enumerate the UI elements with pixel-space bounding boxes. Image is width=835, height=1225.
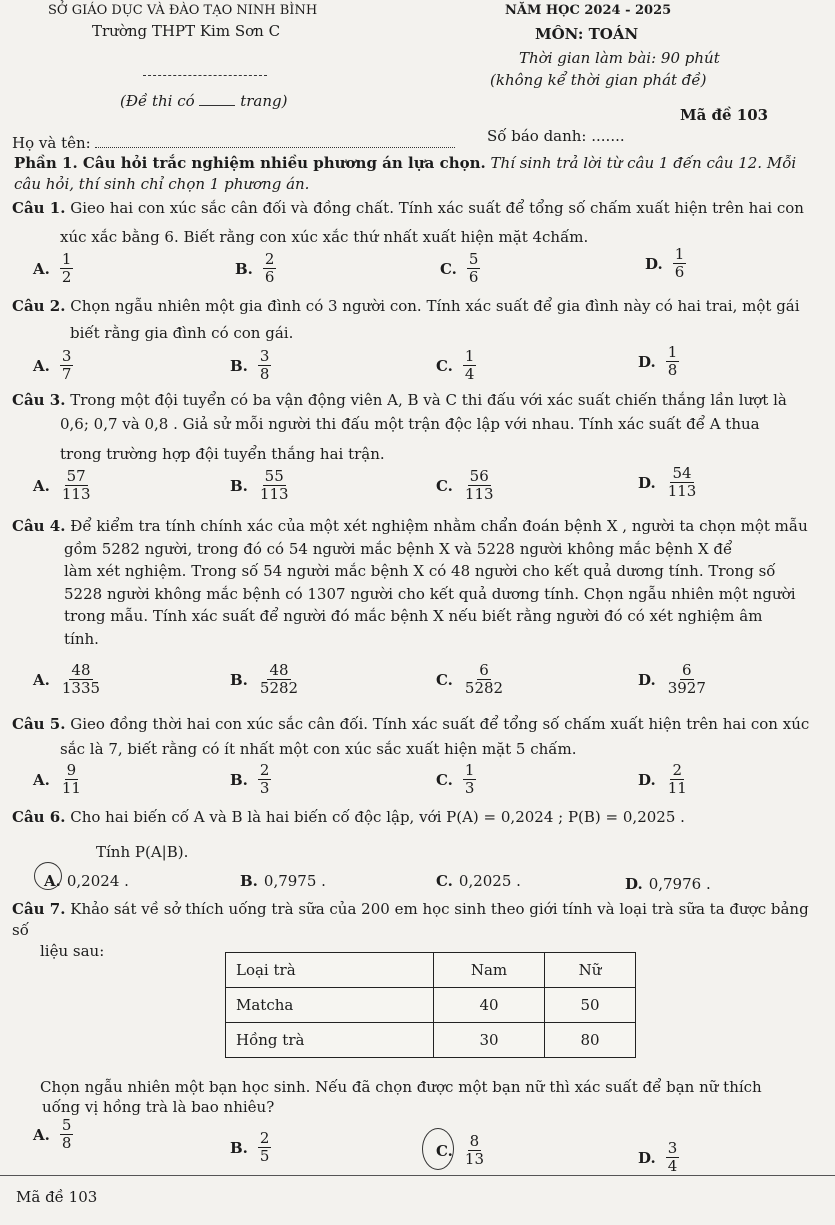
subject: MÔN: TOÁN bbox=[535, 25, 639, 43]
q4-line4: 5228 người không mắc bệnh có 1307 người cho kết quả dương tính. Chọn ngẫu nhiên một người bbox=[64, 584, 796, 603]
q2-option-c[interactable] bbox=[436, 348, 476, 383]
q1-option-a[interactable] bbox=[33, 251, 73, 286]
q7-option-b[interactable] bbox=[230, 1130, 271, 1165]
option-label: C. bbox=[436, 1141, 453, 1160]
fraction bbox=[463, 348, 477, 383]
q7-option-d[interactable] bbox=[638, 1140, 679, 1175]
part1-title: Phần 1. Câu hỏi trắc nghiệm nhiều phương án lựa chọn. bbox=[14, 154, 486, 172]
q7-option-c[interactable] bbox=[436, 1133, 486, 1168]
denominator: 113 bbox=[259, 485, 289, 503]
numerator: 3 bbox=[259, 347, 270, 365]
fraction bbox=[258, 662, 300, 697]
name-blank bbox=[95, 147, 455, 148]
option-label: B. bbox=[235, 259, 253, 278]
question-5 bbox=[12, 714, 812, 760]
denominator: 3 bbox=[464, 779, 475, 797]
q2-option-a[interactable] bbox=[33, 348, 73, 383]
numerator: 1 bbox=[61, 250, 72, 268]
q4-label: Câu 4. bbox=[12, 517, 66, 535]
q2-line1: Chọn ngẫu nhiên một gia đình có 3 người con. Tính xác suất để gia đình này có hai trai, một gái bbox=[70, 297, 800, 315]
numerator: 3 bbox=[61, 347, 72, 365]
q7-line2: liệu sau: bbox=[40, 942, 105, 960]
fraction bbox=[60, 762, 83, 797]
question-4 bbox=[12, 515, 812, 650]
numerator: 2 bbox=[264, 250, 275, 268]
numerator: 48 bbox=[71, 661, 91, 679]
option-label: D. bbox=[625, 875, 643, 893]
q3-option-d[interactable] bbox=[638, 465, 698, 500]
option-value: 0,7975 . bbox=[263, 872, 326, 890]
denominator: 4 bbox=[667, 1157, 678, 1175]
fraction bbox=[673, 246, 687, 281]
fraction bbox=[463, 762, 477, 797]
q6-option-d[interactable] bbox=[625, 875, 711, 893]
table-cell: Hồng trà bbox=[226, 1023, 434, 1058]
option-label: A. bbox=[33, 770, 50, 789]
name-field bbox=[12, 134, 455, 152]
q1-line1: Gieo hai con xúc sắc cân đối và đồng chất. Tính xác suất để tổng số chấm xuất hiện trên hai con bbox=[70, 199, 804, 217]
question-2 bbox=[12, 296, 812, 344]
q7-line1: Khảo sát về sở thích uống trà sữa của 200 em học sinh theo giới tính và loại trà sữa ta được bảng số bbox=[12, 900, 809, 939]
option-label: B. bbox=[230, 670, 248, 689]
option-label: C. bbox=[436, 356, 453, 375]
option-label: A. bbox=[33, 259, 50, 278]
school-year: NĂM HỌC 2024 - 2025 bbox=[505, 3, 672, 18]
option-label: A. bbox=[33, 670, 50, 689]
denominator: 8 bbox=[259, 365, 270, 383]
q3-option-b[interactable] bbox=[230, 468, 291, 503]
q4-line5: trong mẫu. Tính xác suất để người đó mắc bệnh X nếu biết rằng người đó có xét nghiệm âm bbox=[64, 607, 763, 625]
q2-option-d[interactable] bbox=[638, 344, 679, 379]
q6-label: Câu 6. bbox=[12, 808, 66, 826]
numerator: 1 bbox=[464, 347, 475, 365]
fraction bbox=[666, 762, 689, 797]
q3-option-c[interactable] bbox=[436, 468, 496, 503]
denominator: 5 bbox=[259, 1147, 270, 1165]
table-header-row bbox=[226, 953, 636, 988]
fraction bbox=[60, 468, 93, 503]
q6-line2: Tính P(A|B). bbox=[96, 843, 189, 861]
q4-line2: gồm 5282 người, trong đó có 54 người mắc bệnh X và 5228 người không mắc bệnh X để bbox=[64, 539, 733, 558]
numerator: 1 bbox=[464, 761, 475, 779]
option-label: C. bbox=[436, 770, 453, 789]
q7-line4: uống vị hồng trà là bao nhiêu? bbox=[42, 1098, 275, 1116]
table-header-cell: Loại trà bbox=[226, 953, 434, 988]
option-label: A. bbox=[44, 872, 61, 890]
q6-option-a[interactable] bbox=[44, 872, 129, 890]
question-3 bbox=[12, 388, 812, 466]
numerator: 2 bbox=[672, 761, 683, 779]
fraction bbox=[263, 251, 277, 286]
q4-option-b[interactable] bbox=[230, 662, 300, 697]
q3-line2: 0,6; 0,7 và 0,8 . Giả sử mỗi người thi đấu một trận độc lập với nhau. Tính xác suất để A thua bbox=[60, 415, 760, 433]
numerator: 8 bbox=[469, 1132, 480, 1150]
part1-heading bbox=[14, 153, 814, 195]
denominator: 8 bbox=[667, 361, 678, 379]
fraction bbox=[463, 1133, 486, 1168]
time-note: (không kể thời gian phát đề) bbox=[490, 71, 707, 89]
q2-label: Câu 2. bbox=[12, 297, 66, 315]
denominator: 6 bbox=[264, 268, 275, 286]
milk-tea-table bbox=[225, 952, 636, 1058]
fraction bbox=[60, 662, 102, 697]
denominator: 6 bbox=[468, 268, 479, 286]
q5-line2: sắc là 7, biết rằng có ít nhất một con xúc sắc xuất hiện mặt 5 chấm. bbox=[60, 740, 577, 758]
header-divider bbox=[143, 75, 267, 76]
fraction bbox=[463, 468, 496, 503]
denominator: 5282 bbox=[259, 679, 299, 697]
table-cell: 40 bbox=[434, 988, 545, 1023]
option-label: D. bbox=[638, 1148, 656, 1167]
part1-instruction: Thí sinh trả lời từ câu 1 đến câu 12. Mỗi câu hỏi, thí sinh chỉ chọn 1 phương án. bbox=[14, 154, 797, 193]
denominator: 8 bbox=[61, 1134, 72, 1152]
department-name: SỞ GIÁO DỤC VÀ ĐÀO TẠO NINH BÌNH bbox=[48, 3, 318, 18]
option-label: A. bbox=[33, 356, 50, 375]
fraction bbox=[60, 1117, 74, 1152]
question-6 bbox=[12, 807, 812, 863]
option-label: C. bbox=[436, 872, 453, 890]
footer-divider bbox=[0, 1175, 835, 1176]
table-cell: 30 bbox=[434, 1023, 545, 1058]
denominator: 2 bbox=[61, 268, 72, 286]
denominator: 11 bbox=[667, 779, 687, 797]
denominator: 7 bbox=[61, 365, 72, 383]
numerator: 6 bbox=[479, 661, 489, 679]
q3-label: Câu 3. bbox=[12, 391, 66, 409]
option-value: 0,7976 . bbox=[648, 875, 711, 893]
q7-label: Câu 7. bbox=[12, 900, 66, 918]
option-label: D. bbox=[645, 254, 663, 273]
q3-line3: trong trường hợp đội tuyển thắng hai trận. bbox=[60, 445, 385, 463]
option-label: B. bbox=[230, 1138, 248, 1157]
option-label: D. bbox=[638, 352, 656, 371]
numerator: 5 bbox=[468, 250, 479, 268]
denominator: 113 bbox=[61, 485, 91, 503]
fraction bbox=[258, 762, 272, 797]
option-label: A. bbox=[33, 1125, 50, 1144]
denominator: 3927 bbox=[667, 679, 706, 697]
table-cell: Matcha bbox=[226, 988, 434, 1023]
page-count-note bbox=[120, 92, 287, 110]
numerator: 48 bbox=[269, 661, 289, 679]
fraction bbox=[666, 344, 680, 379]
table-cell: 50 bbox=[545, 988, 636, 1023]
q2-option-b[interactable] bbox=[230, 348, 271, 383]
page-count-prefix: (Đề thi có bbox=[120, 92, 195, 110]
denominator: 13 bbox=[464, 1150, 484, 1168]
numerator: 9 bbox=[66, 761, 77, 779]
fraction bbox=[60, 251, 74, 286]
q1-option-c[interactable] bbox=[440, 251, 480, 286]
table-row bbox=[226, 1023, 636, 1058]
page-count-blank bbox=[199, 105, 235, 106]
page-count-suffix: trang) bbox=[240, 92, 288, 110]
denominator: 3 bbox=[259, 779, 270, 797]
option-value: 0,2024 . bbox=[66, 872, 129, 890]
school-name: Trường THPT Kim Sơn C bbox=[92, 22, 281, 40]
q4-line6: tính. bbox=[64, 629, 99, 648]
q4-line3: làm xét nghiệm. Trong số 54 người mắc bệnh X có 48 người cho kết quả dương tính. Trong số bbox=[64, 562, 776, 580]
denominator: 6 bbox=[674, 263, 685, 281]
denominator: 113 bbox=[464, 485, 494, 503]
numerator: 1 bbox=[667, 343, 678, 361]
fraction bbox=[666, 1140, 680, 1175]
q6-line1: Cho hai biến cố A và B là hai biến cố độc lập, với P(A) = 0,2024 ; P(B) = 0,2025 . bbox=[70, 808, 685, 826]
q3-line1: Trong một đội tuyển có ba vận động viên A, B và C thi đấu với xác suất chiến thắng lần lượt là bbox=[70, 391, 787, 409]
fraction bbox=[467, 251, 481, 286]
exam-code: Mã đề 103 bbox=[680, 106, 769, 124]
fraction bbox=[463, 662, 505, 697]
option-label: B. bbox=[230, 476, 248, 495]
fraction bbox=[666, 662, 708, 697]
q2-line2: biết rằng gia đình có con gái. bbox=[70, 324, 294, 342]
q4-option-c[interactable] bbox=[436, 662, 505, 697]
numerator: 5 bbox=[61, 1116, 72, 1134]
option-label: D. bbox=[638, 770, 656, 789]
option-label: B. bbox=[230, 770, 248, 789]
q5-option-c[interactable] bbox=[436, 762, 476, 797]
q1-option-b[interactable] bbox=[235, 251, 276, 286]
q4-option-d[interactable] bbox=[638, 662, 708, 697]
name-label: Họ và tên: bbox=[12, 134, 91, 152]
q1-label: Câu 1. bbox=[12, 199, 66, 217]
option-label: D. bbox=[638, 473, 656, 492]
q6-option-b[interactable] bbox=[240, 872, 326, 890]
q5-option-a[interactable] bbox=[33, 762, 83, 797]
table-row bbox=[226, 988, 636, 1023]
fraction bbox=[258, 468, 291, 503]
numerator: 3 bbox=[667, 1139, 678, 1157]
denominator: 5282 bbox=[464, 679, 504, 697]
numerator: 54 bbox=[672, 464, 692, 482]
q1-line2: xúc xắc bằng 6. Biết rằng con xúc xắc thứ nhất xuất hiện mặt 4chấm. bbox=[60, 228, 589, 246]
option-label: C. bbox=[440, 259, 457, 278]
time-limit: Thời gian làm bài: 90 phút bbox=[519, 49, 720, 67]
numerator: 56 bbox=[469, 467, 489, 485]
table-header-cell: Nữ bbox=[545, 953, 636, 988]
option-label: C. bbox=[436, 476, 453, 495]
table-header-cell: Nam bbox=[434, 953, 545, 988]
fraction bbox=[258, 348, 272, 383]
q3-option-a[interactable] bbox=[33, 468, 93, 503]
option-label: A. bbox=[33, 476, 50, 495]
numerator: 55 bbox=[264, 467, 284, 485]
option-label: B. bbox=[240, 872, 258, 890]
numerator: 2 bbox=[259, 1129, 270, 1147]
q4-option-a[interactable] bbox=[33, 662, 102, 697]
q5-option-d[interactable] bbox=[638, 762, 689, 797]
sbd-label: Số báo danh: ....... bbox=[487, 127, 625, 145]
table-cell: 80 bbox=[545, 1023, 636, 1058]
q7-option-a[interactable] bbox=[33, 1117, 73, 1152]
fraction bbox=[258, 1130, 272, 1165]
numerator: 6 bbox=[682, 661, 692, 679]
denominator: 4 bbox=[464, 365, 475, 383]
q5-label: Câu 5. bbox=[12, 715, 66, 733]
denominator: 1335 bbox=[61, 679, 101, 697]
denominator: 11 bbox=[61, 779, 81, 797]
numerator: 1 bbox=[674, 245, 685, 263]
option-value: 0,2025 . bbox=[458, 872, 521, 890]
option-label: C. bbox=[436, 670, 453, 689]
q6-option-c[interactable] bbox=[436, 872, 521, 890]
q5-line1: Gieo đồng thời hai con xúc sắc cân đối. Tính xác suất để tổng số chấm xuất hiện trên hai con xúc bbox=[70, 715, 810, 733]
q7-line3: Chọn ngẫu nhiên một bạn học sinh. Nếu đã chọn được một bạn nữ thì xác suất để bạn nữ thích bbox=[40, 1078, 762, 1096]
footer-exam-code: Mã đề 103 bbox=[16, 1188, 98, 1206]
fraction bbox=[60, 348, 74, 383]
fraction bbox=[666, 465, 699, 500]
q5-option-b[interactable] bbox=[230, 762, 271, 797]
q1-option-d[interactable] bbox=[645, 246, 686, 281]
option-label: B. bbox=[230, 356, 248, 375]
numerator: 57 bbox=[66, 467, 86, 485]
q7-question-text bbox=[40, 1077, 820, 1117]
numerator: 2 bbox=[259, 761, 270, 779]
denominator: 113 bbox=[667, 482, 697, 500]
q4-line1: Để kiểm tra tính chính xác của một xét nghiệm nhằm chẩn đoán bệnh X , người ta chọn một mẫu bbox=[70, 517, 808, 535]
option-label: D. bbox=[638, 670, 656, 689]
question-1 bbox=[12, 198, 812, 248]
